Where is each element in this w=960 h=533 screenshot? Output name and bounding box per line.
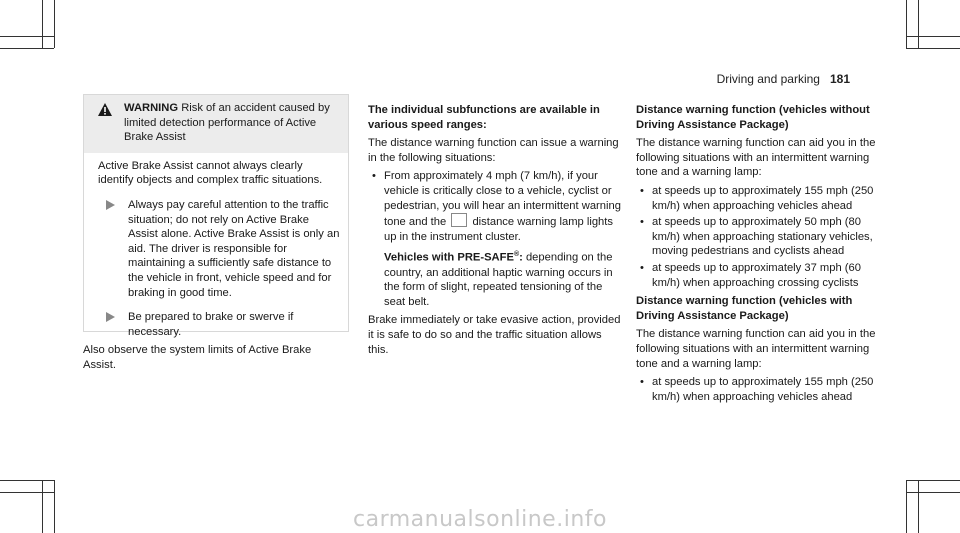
heading: The individual subfunctions are available in various speed ranges: — [368, 104, 600, 131]
paragraph: The distance warning function can aid you in the following situations with an intermittent warning tone and a warning lamp: — [636, 137, 876, 179]
crop-mark — [0, 492, 54, 493]
crop-mark — [54, 0, 55, 48]
bullet-list — [636, 184, 882, 290]
presafe-text: depending on the country, an additional haptic warning occurs in the form of slight, repeated tensioning of the seat belt. — [384, 252, 613, 308]
paragraph: Brake immediately or take evasive action, provided it is safe to do so and the traffic situation allows this. — [368, 314, 621, 356]
play-arrow-icon — [106, 312, 115, 322]
warning-body — [84, 153, 348, 340]
crop-mark — [906, 48, 960, 49]
paragraph: The distance warning function can aid you in the following situations with an intermittent warning tone and a warning lamp: — [636, 328, 876, 370]
list-item: • at speeds up to approximately 155 mph (250 km/h) when approaching vehicles ahead — [636, 375, 882, 404]
crop-mark — [42, 0, 43, 48]
warning-item — [98, 198, 340, 300]
warning-label: WARNING — [124, 102, 179, 114]
warning-header — [84, 95, 348, 153]
warning-item — [98, 310, 340, 339]
crop-mark — [906, 492, 960, 493]
presafe-colon: : — [519, 252, 523, 265]
warning-body-text: Active Brake Assist cannot always clearly identify objects and complex traffic situations. — [98, 159, 323, 187]
warning-item-text: Always pay careful attention to the traffic situation; do not rely on Active Brake Assist alone. Active Brake Assist is only an aid. The driver is responsible for maintaining a sufficiently safe distance to the vehicle in front, vehicle speed and for braking in good time. — [128, 198, 340, 299]
warning-item-text: Be prepared to brake or swerve if necessary. — [128, 311, 294, 338]
bullet-list — [368, 169, 622, 309]
column-1-after — [83, 343, 345, 376]
list-item — [368, 169, 622, 309]
presafe-label: Vehicles with PRE-SAFE — [384, 252, 514, 265]
heading: Distance warning function (vehicles with Driving Assistance Package) — [636, 295, 853, 322]
crop-mark — [906, 0, 907, 48]
list-item: • at speeds up to approximately 50 mph (80 km/h) when approaching stationary vehicles, moving pedestrians and cyclists ahead — [636, 215, 882, 259]
bullet-list — [636, 375, 882, 404]
section-title: Driving and parking — [716, 72, 820, 86]
warning-box — [83, 94, 349, 338]
presafe-note — [384, 248, 622, 309]
heading: Distance warning function (vehicles without Driving Assistance Package) — [636, 104, 870, 131]
list-item-text: From approximately 4 mph (7 km/h), if your vehicle is critically close to a vehicle, cyclist or pedestrian, you will hear an intermittent warning tone and the — [384, 170, 621, 229]
play-arrow-icon — [106, 200, 115, 210]
warning-text: Risk of an accident caused by limited detection performance of Active Brake Assist — [124, 102, 330, 144]
paragraph: Also observe the system limits of Active Brake Assist. — [83, 344, 312, 371]
list-item: • at speeds up to approximately 155 mph (250 km/h) when approaching vehicles ahead — [636, 184, 882, 213]
running-header — [717, 72, 850, 86]
crop-mark — [0, 480, 54, 481]
column-3 — [636, 103, 882, 408]
crop-mark — [0, 48, 54, 49]
page-number: 181 — [829, 72, 850, 86]
warning-triangle-icon — [98, 103, 112, 116]
crop-mark — [0, 36, 54, 37]
column-2 — [368, 103, 622, 361]
registered-mark: ® — [513, 251, 520, 259]
paragraph: The distance warning function can issue a warning in the following situations: — [368, 137, 619, 164]
crop-mark — [906, 480, 960, 481]
list-item: • at speeds up to approximately 37 mph (60 km/h) when approaching crossing cyclists — [636, 261, 882, 290]
list-item-text: distance warning lamp lights up in the instrument cluster. — [384, 216, 613, 243]
crop-mark — [906, 36, 960, 37]
crop-mark — [918, 0, 919, 48]
watermark: carmanualsonline.info — [353, 507, 607, 532]
distance-warning-lamp-icon — [451, 213, 467, 227]
